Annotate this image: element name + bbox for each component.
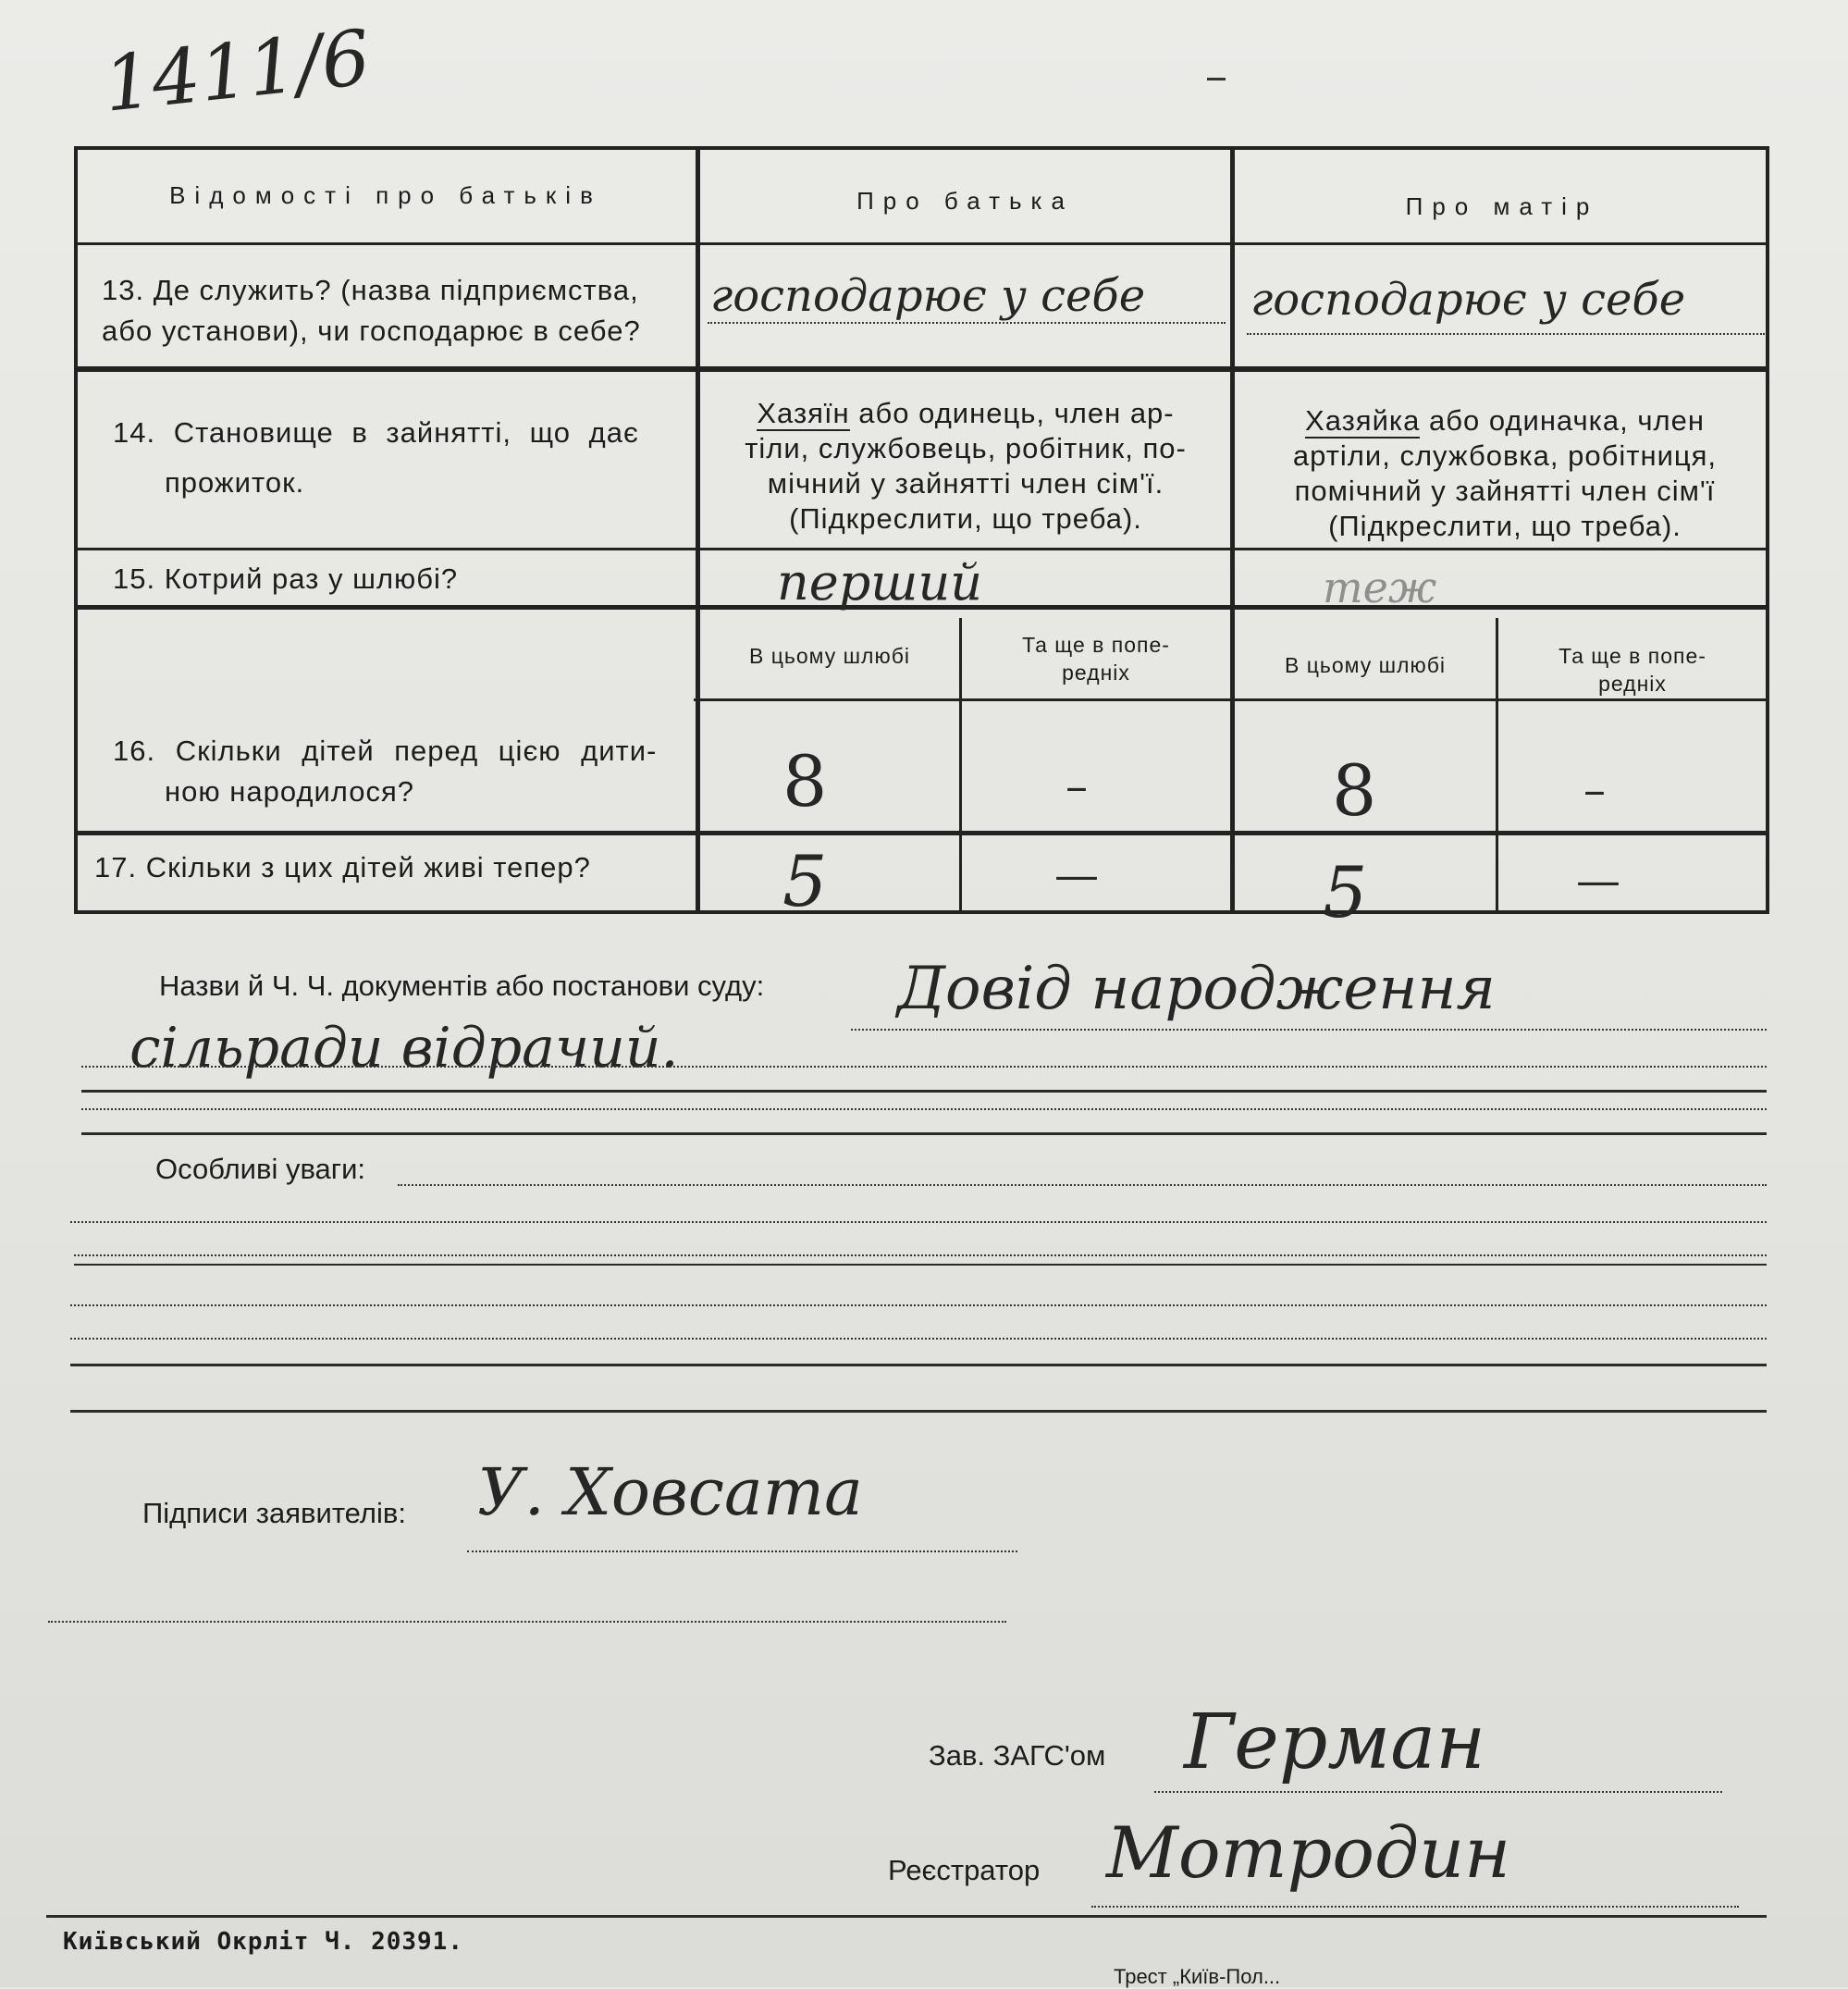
documents-label: Назви й Ч. Ч. документів або постанови суду:: [159, 970, 765, 1002]
table-rule: [1230, 148, 1235, 912]
notes-line: [398, 1184, 1767, 1186]
q15-label: 15. Котрий раз у шлюбі?: [113, 562, 459, 595]
selected-option-khaziain: Хазяїн: [757, 397, 850, 429]
subheader-this-marriage-mother: В цьому шлюбі: [1284, 653, 1447, 677]
documents-line: [81, 1108, 1767, 1110]
signature-line: [48, 1621, 1006, 1623]
printer-imprint: Київський Окрліт Ч. 20391.: [63, 1928, 463, 1956]
q15-mother-answer: теж: [1323, 562, 1437, 612]
documents-value-line1: Довід народження: [897, 955, 1496, 1023]
q13-father-answer: господарює у себе: [710, 270, 1146, 322]
notes-rule: [70, 1364, 1767, 1366]
q14-father-options: Хазяїн або одинець, член ар- тіли, службовець, робітник, по- мічний у зайнятті член сім'ї. (Підкреслити, що треба).: [745, 397, 1187, 535]
notes-rule: [74, 1264, 1767, 1266]
header-parents-info: Відомості про батьків: [169, 181, 602, 209]
q16-mother-previous: –: [1583, 764, 1606, 816]
notes-rule: [70, 1410, 1767, 1413]
head-of-registry-signature: Герман: [1184, 1699, 1486, 1786]
documents-line: [851, 1029, 1767, 1031]
selected-option-khaziaika: Хазяйка: [1305, 404, 1421, 437]
q17-father-previous: —: [1054, 849, 1099, 901]
documents-line: [81, 1066, 1767, 1068]
subheader-previous-marriages-mother: Та ще в попе- редніх: [1558, 644, 1706, 696]
notes-line: [70, 1338, 1767, 1340]
header-about-mother: Про матір: [1405, 192, 1599, 220]
q13-mother-answer: господарює у себе: [1250, 274, 1686, 326]
header-about-father: Про батька: [856, 187, 1074, 215]
trust-imprint: Трест „Київ-Пол...: [1114, 1965, 1281, 1988]
applicants-signature: У. Ховсата: [477, 1454, 863, 1530]
q17-father-this-marriage: 5: [782, 840, 828, 922]
table-rule: [696, 148, 700, 912]
footer-rule: [46, 1915, 1767, 1918]
signature-line: [467, 1550, 1017, 1552]
q16-label: 16. Скільки дітей перед цією дити- ною народилося?: [113, 735, 658, 808]
answer-line: [1247, 333, 1765, 335]
head-of-registry-label: Зав. ЗАГС'ом: [929, 1739, 1106, 1772]
q17-label: 17. Скільки з цих дітей живі тепер?: [94, 851, 591, 883]
documents-rule: [81, 1132, 1767, 1135]
table-rule: [74, 366, 1769, 372]
q13-label: 13. Де служить? (назва підприємства, або установи), чи господарює в себе?: [102, 274, 641, 347]
documents-value-line2: сільради відрачий.: [129, 1016, 679, 1081]
notes-line: [74, 1254, 1767, 1256]
file-number: 1411/6: [99, 14, 375, 130]
notes-label: Особливі уваги:: [155, 1153, 366, 1185]
subheader-this-marriage-father: В цьому шлюбі: [748, 644, 911, 668]
signature-line: [1091, 1906, 1739, 1908]
q17-mother-this-marriage: 5: [1323, 851, 1368, 933]
registrar-label: Реєстратор: [888, 1854, 1041, 1886]
scratch-mark: [1207, 78, 1226, 80]
answer-line: [708, 322, 1226, 324]
signature-line: [1154, 1791, 1722, 1793]
documents-rule: [81, 1090, 1767, 1093]
q16-father-this-marriage: 8: [782, 740, 828, 822]
q16-father-previous: –: [1066, 760, 1088, 812]
q15-father-answer: перший: [777, 553, 983, 612]
table-rule: [74, 831, 1769, 835]
subheader-previous-marriages-father: Та ще в попе- редніх: [1022, 633, 1170, 685]
applicants-signature-label: Підписи заявителів:: [142, 1497, 406, 1529]
notes-line: [70, 1221, 1767, 1223]
q16-mother-this-marriage: 8: [1332, 749, 1377, 832]
table-rule: [74, 242, 1769, 245]
table-rule: [74, 548, 1769, 550]
q14-mother-options: Хазяйка або одиначка, член артіли, службовка, робітниця, помічний у зайнятті член сім'ї (Підкреслити, що треба).: [1292, 404, 1718, 542]
q17-mother-previous: —: [1576, 855, 1620, 907]
registrar-signature: Мотродин: [1106, 1811, 1511, 1894]
q14-label: 14. Становище в зайнятті, що дає прожиток.: [113, 416, 639, 499]
notes-line: [70, 1304, 1767, 1306]
